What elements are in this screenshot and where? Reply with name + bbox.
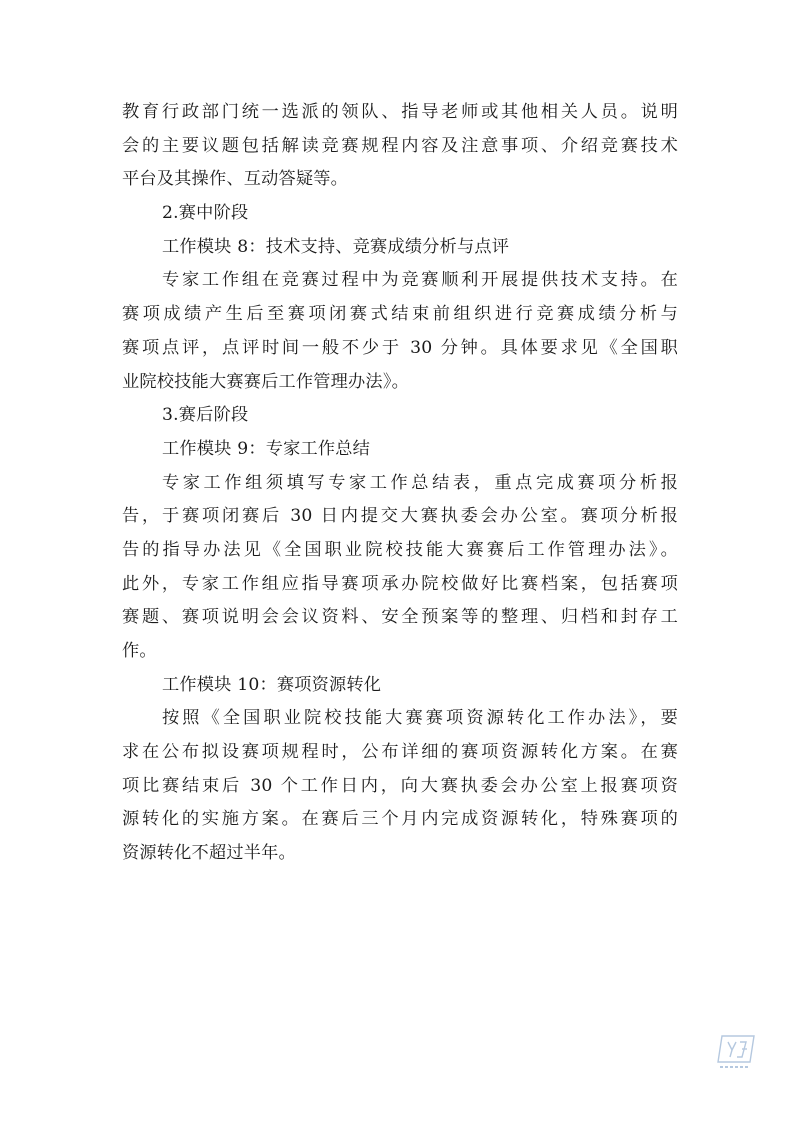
paragraph-line: 此外，专家工作组应指导赛项承办院校做好比赛档案，包括赛项 xyxy=(122,573,678,594)
paragraph-line: 平台及其操作、互动答疑等。 xyxy=(122,169,349,190)
module-heading: 工作模块 9：专家工作总结 xyxy=(162,438,371,459)
paragraph-line: 业院校技能大赛赛后工作管理办法》。 xyxy=(122,371,409,392)
paragraph-line: 源转化的实施方案。在赛后三个月内完成资源转化，特殊赛项的 xyxy=(122,809,678,830)
paragraph-line: 作。 xyxy=(122,641,157,661)
paragraph-line: 专家工作组须填写专家工作总结表，重点完成赛项分析报 xyxy=(162,472,678,493)
paragraph-line: 求在公布拟设赛项规程时，公布详细的赛项资源转化方案。在赛 xyxy=(122,742,678,763)
logo-watermark-icon xyxy=(716,1030,760,1072)
paragraph-line: 项比赛结束后 30 个工作日内，向大赛执委会办公室上报赛项资 xyxy=(122,775,678,796)
paragraph-line: 赛项点评，点评时间一般不少于 30 分钟。具体要求见《全国职 xyxy=(122,337,678,358)
paragraph-line: 赛项成绩产生后至赛项闭赛式结束前组织进行竞赛成绩分析与 xyxy=(122,304,678,325)
paragraph-line: 资源转化不超过半年。 xyxy=(122,843,296,864)
paragraph-line: 赛题、赛项说明会会议资料、安全预案等的整理、归档和封存工 xyxy=(122,607,678,628)
section-heading: 2.赛中阶段 xyxy=(162,203,249,224)
paragraph-line: 会的主要议题包括解读竞赛规程内容及注意事项、介绍竞赛技术 xyxy=(122,135,678,156)
section-heading: 3.赛后阶段 xyxy=(162,405,249,426)
module-heading: 工作模块 10：赛项资源转化 xyxy=(162,674,382,695)
paragraph-line: 教育行政部门统一选派的领队、指导老师或其他相关人员。说明 xyxy=(122,102,678,122)
document-body xyxy=(122,96,678,871)
paragraph-line: 按照《全国职业院校技能大赛赛项资源转化工作办法》，要 xyxy=(162,708,678,729)
paragraph-line: 专家工作组在竞赛过程中为竞赛顺利开展提供技术支持。在 xyxy=(162,270,678,291)
paragraph-line: 告，于赛项闭赛后 30 日内提交大赛执委会办公室。赛项分析报 xyxy=(122,506,678,527)
module-heading: 工作模块 8：技术支持、竞赛成绩分析与点评 xyxy=(162,236,510,257)
paragraph-line: 告的指导办法见《全国职业院校技能大赛赛后工作管理办法》。 xyxy=(122,539,678,560)
